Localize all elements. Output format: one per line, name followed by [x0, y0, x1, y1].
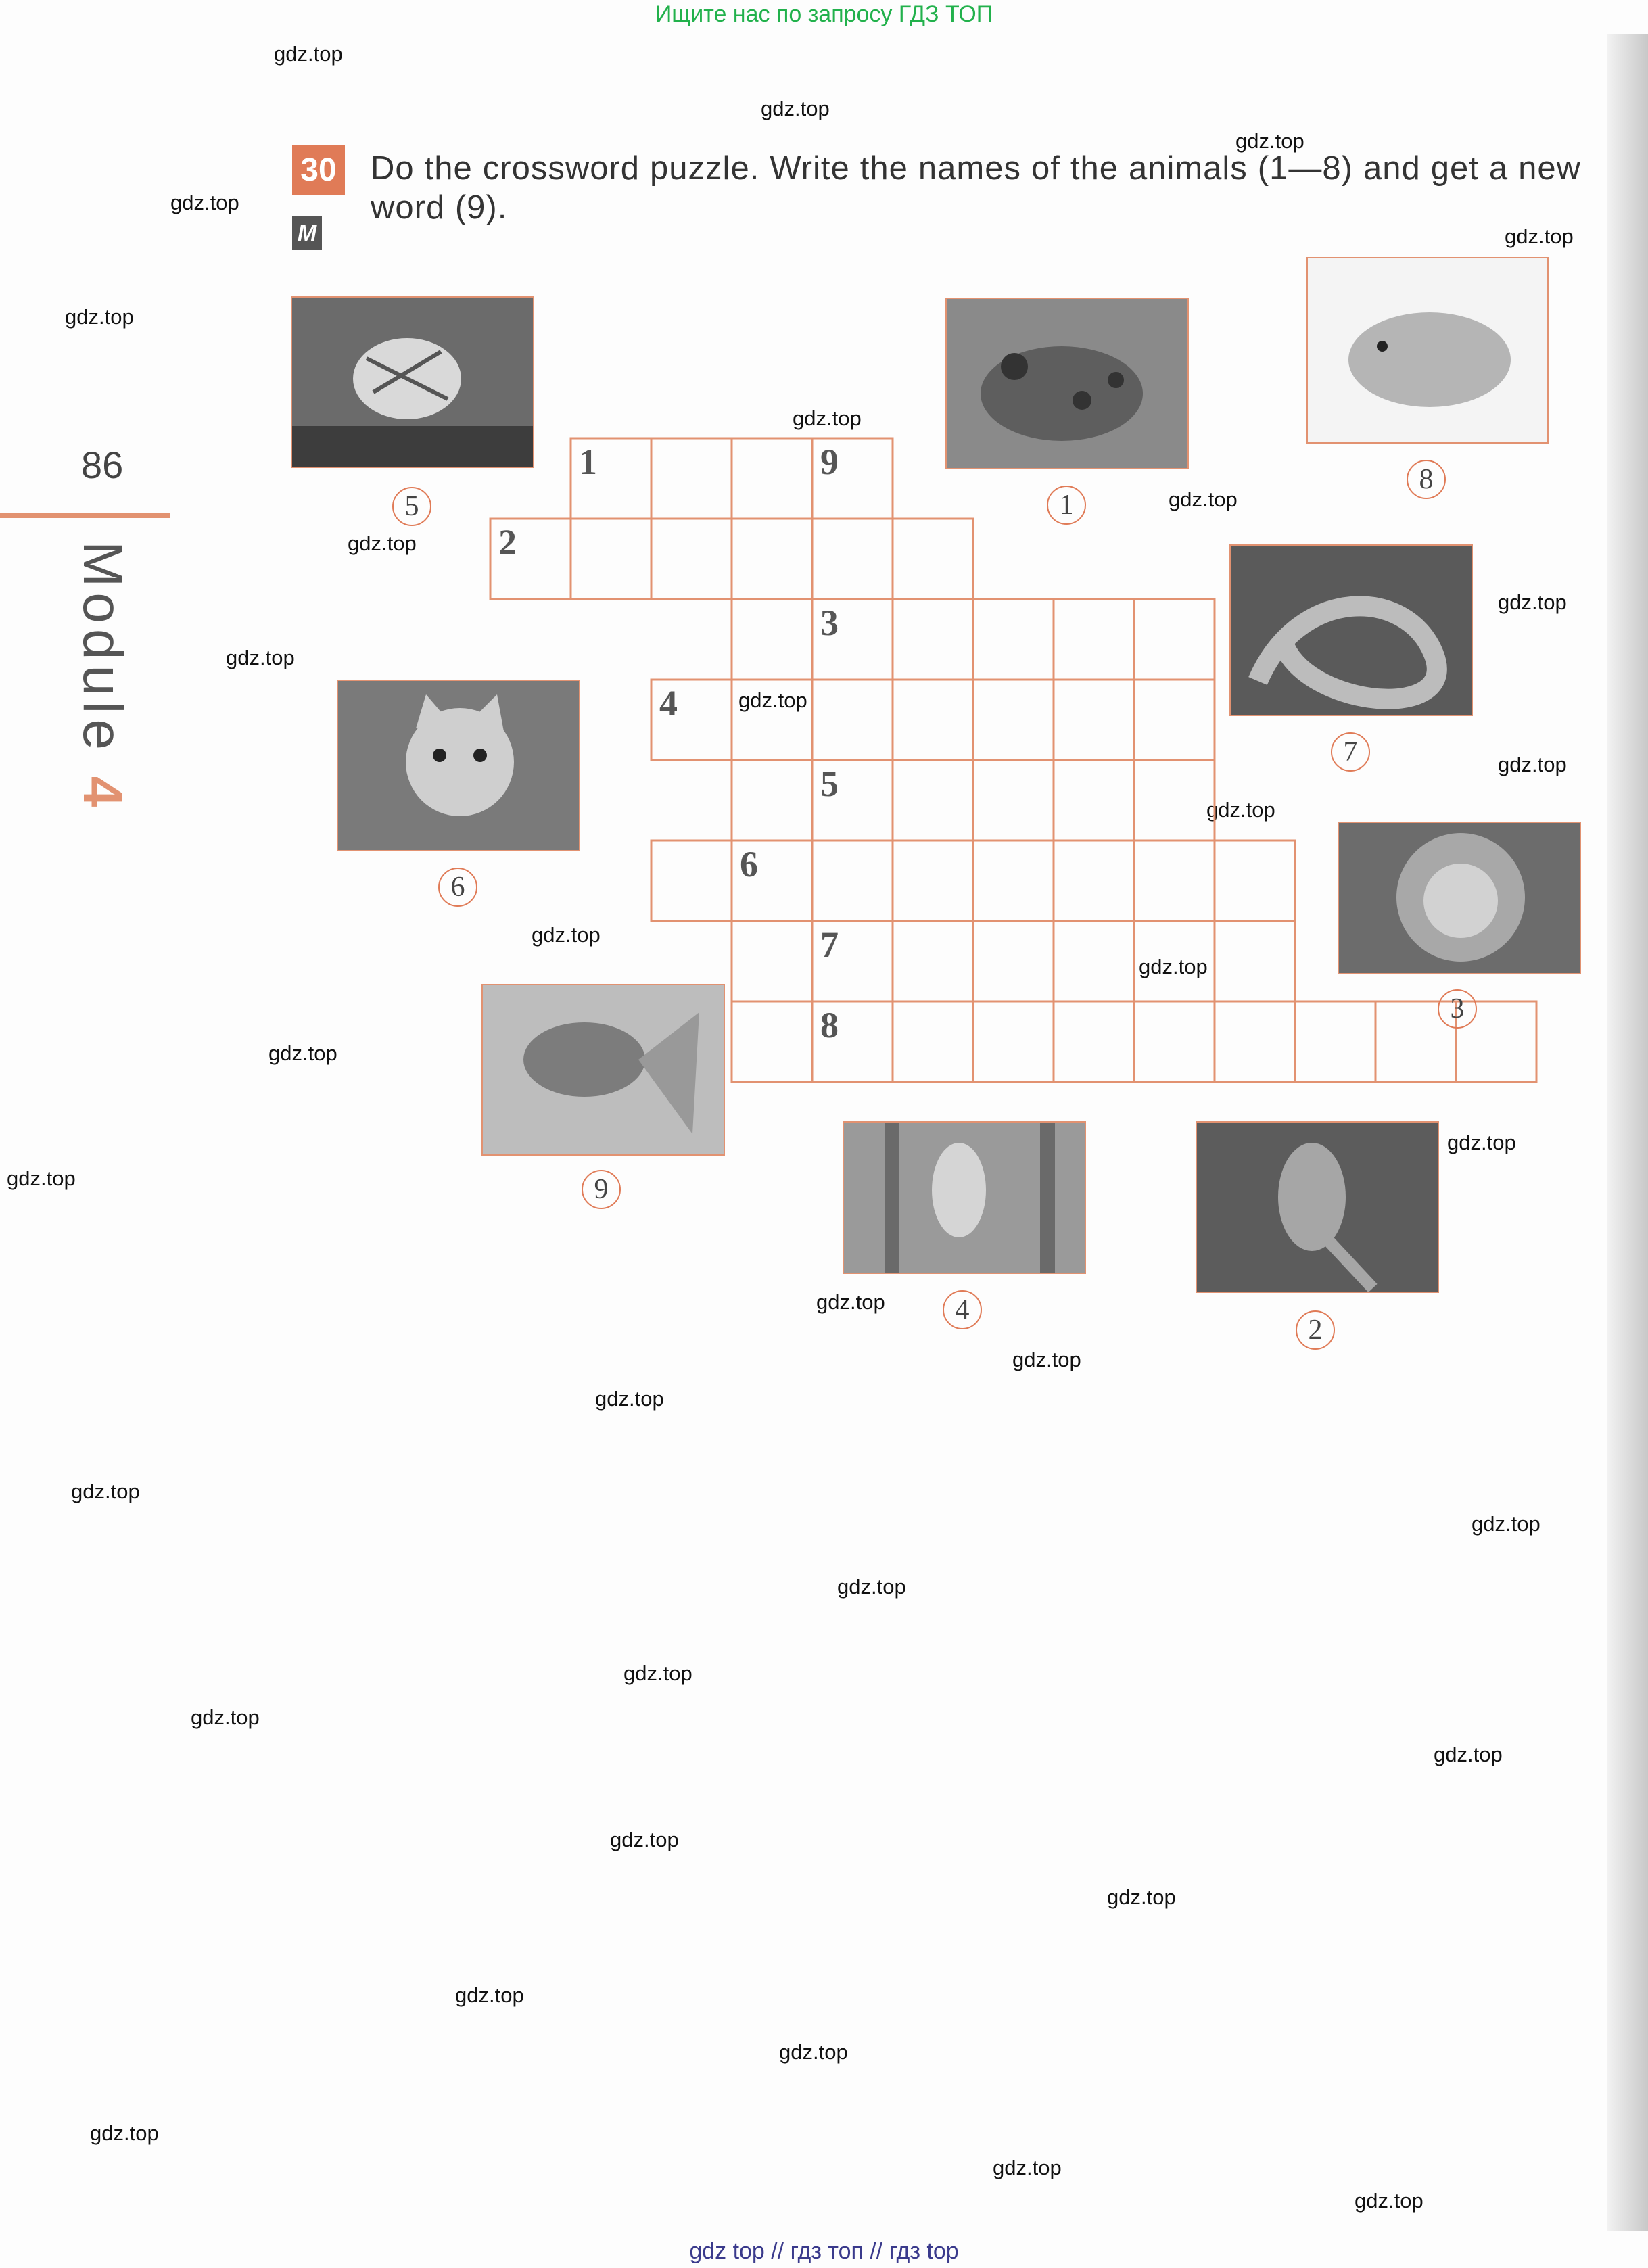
crossword-cell[interactable]	[1134, 841, 1215, 921]
crossword-cell[interactable]	[1134, 760, 1215, 841]
watermark-link[interactable]: gdz.top	[1447, 1131, 1516, 1154]
budgie-icon	[844, 1123, 1085, 1273]
crossword-cell[interactable]	[973, 921, 1054, 1001]
watermark-link[interactable]: gdz.top	[1355, 2189, 1423, 2213]
watermark-link[interactable]: gdz.top	[816, 1290, 885, 1314]
picture-label-9: 9	[582, 1170, 621, 1209]
crossword-cell[interactable]	[1134, 921, 1215, 1001]
m-badge-icon: M	[292, 216, 322, 250]
photo-kitten	[337, 680, 580, 851]
photo-lion	[1338, 822, 1581, 974]
crossword-cell[interactable]	[732, 599, 812, 680]
crossword-cell[interactable]	[1215, 921, 1295, 1001]
picture-label-1: 1	[1047, 486, 1086, 525]
crossword-cell[interactable]	[973, 599, 1054, 680]
watermark-link[interactable]: gdz.top	[837, 1575, 906, 1599]
watermark-link[interactable]: gdz.top	[90, 2121, 159, 2145]
crossword-cell[interactable]	[973, 760, 1054, 841]
picture-label-4: 4	[943, 1290, 982, 1329]
crossword-cell[interactable]	[893, 519, 973, 599]
crossword-clue-number: 1	[579, 442, 597, 482]
watermark-link[interactable]: gdz.top	[993, 2156, 1062, 2179]
watermark-link[interactable]: gdz.top	[595, 1387, 664, 1411]
photo-goldfish	[481, 984, 725, 1156]
crossword-cell[interactable]	[651, 841, 732, 921]
top-banner[interactable]: Ищите нас по запросу ГДЗ ТОП	[655, 1, 993, 27]
watermark-link[interactable]: gdz.top	[1434, 1743, 1503, 1766]
crossword-clue-number: 2	[498, 522, 517, 563]
crossword-cell[interactable]	[1295, 1001, 1375, 1082]
goldfish-icon	[483, 985, 724, 1154]
crossword-cell[interactable]	[571, 519, 651, 599]
crossword-cell[interactable]	[651, 519, 732, 599]
crossword-clue-number: 8	[820, 1005, 839, 1045]
crossword-clue-number: 6	[740, 844, 758, 884]
crossword-cell[interactable]	[973, 841, 1054, 921]
watermark-link[interactable]: gdz.top	[65, 305, 134, 329]
module-word: Module	[72, 541, 133, 755]
watermark-link[interactable]: gdz.top	[71, 1480, 140, 1503]
watermark-link[interactable]: gdz.top	[1206, 798, 1275, 822]
crossword-cell[interactable]	[732, 760, 812, 841]
crossword-cell[interactable]	[732, 680, 812, 760]
hamster-icon	[1308, 258, 1547, 442]
crossword-cell[interactable]	[651, 438, 732, 519]
lion-icon	[1339, 823, 1580, 973]
crossword-cell[interactable]	[732, 438, 812, 519]
crossword-clue-number: 9	[820, 442, 839, 482]
picture-label-3: 3	[1438, 989, 1477, 1029]
crossword-cell[interactable]	[1134, 1001, 1215, 1082]
crossword-clue-number: 7	[820, 924, 839, 965]
parrot-icon	[1197, 1123, 1438, 1292]
watermark-link[interactable]: gdz.top	[793, 406, 862, 430]
watermark-link[interactable]: gdz.top	[170, 191, 239, 214]
crossword-cell[interactable]	[1054, 760, 1134, 841]
crossword-cell[interactable]	[1215, 841, 1295, 921]
crossword-cell[interactable]	[732, 519, 812, 599]
exercise-instruction: Do the crossword puzzle. Write the names of the animals (1—8) and get a new word (9).	[371, 150, 1581, 226]
watermark-link[interactable]: gdz.top	[1505, 225, 1574, 248]
watermark-link[interactable]: gdz.top	[532, 923, 601, 947]
crossword-cell[interactable]	[893, 760, 973, 841]
watermark-link[interactable]: gdz.top	[1498, 590, 1567, 614]
watermark-link[interactable]: gdz.top	[761, 97, 830, 120]
bottom-banner[interactable]: gdz top // гдз топ // гдз top	[689, 2238, 959, 2264]
butterfly-fish-icon	[292, 298, 533, 467]
crossword-cell[interactable]	[1134, 680, 1215, 760]
picture-label-5: 5	[392, 487, 431, 526]
watermark-link[interactable]: gdz.top	[610, 1828, 679, 1851]
picture-label-7: 7	[1331, 732, 1370, 772]
crossword-cell[interactable]	[1215, 1001, 1295, 1082]
crossword-clue-number: 3	[820, 603, 839, 643]
watermark-link[interactable]: gdz.top	[738, 688, 807, 712]
crossword-cell[interactable]	[893, 841, 973, 921]
photo-hamster	[1306, 257, 1549, 444]
crossword-clue-number: 5	[820, 763, 839, 804]
photo-snake	[1229, 544, 1473, 716]
crossword-cell[interactable]	[1134, 599, 1215, 680]
watermark-link[interactable]: gdz.top	[1012, 1348, 1081, 1371]
crossword-cell[interactable]	[893, 1001, 973, 1082]
watermark-link[interactable]: gdz.top	[1472, 1512, 1540, 1536]
watermark-link[interactable]: gdz.top	[1107, 1885, 1176, 1909]
crossword-cell[interactable]	[732, 921, 812, 1001]
picture-label-2: 2	[1296, 1310, 1335, 1350]
crossword-cell[interactable]	[893, 599, 973, 680]
watermark-link[interactable]: gdz.top	[268, 1041, 337, 1065]
photo-frog	[945, 298, 1189, 469]
page-number: 86	[81, 444, 124, 486]
crossword-cell[interactable]	[732, 1001, 812, 1082]
watermark-link[interactable]: gdz.top	[1235, 129, 1304, 153]
crossword-cell[interactable]	[1054, 680, 1134, 760]
frog-icon	[947, 299, 1187, 468]
watermark-link[interactable]: gdz.top	[455, 1983, 524, 2007]
crossword-cell[interactable]	[973, 1001, 1054, 1082]
crossword-cell[interactable]	[1054, 1001, 1134, 1082]
crossword-cell[interactable]	[812, 519, 893, 599]
watermark-link[interactable]: gdz.top	[779, 2040, 848, 2064]
watermark-link[interactable]: gdz.top	[7, 1166, 76, 1190]
picture-label-6: 6	[438, 868, 477, 907]
photo-butterfly-fish	[291, 296, 534, 468]
watermark-link[interactable]: gdz.top	[191, 1705, 260, 1729]
module-number: 4	[72, 776, 133, 813]
watermark-link[interactable]: gdz.top	[226, 646, 295, 669]
watermark-link[interactable]: gdz.top	[348, 531, 417, 555]
crossword-cell[interactable]	[1054, 599, 1134, 680]
crossword-cell[interactable]	[1054, 841, 1134, 921]
crossword-cell[interactable]	[893, 921, 973, 1001]
snake-icon	[1231, 546, 1472, 715]
watermark-link[interactable]: gdz.top	[1169, 488, 1238, 511]
crossword-cell[interactable]	[812, 841, 893, 921]
crossword-cell[interactable]	[1054, 921, 1134, 1001]
crossword-cell[interactable]	[973, 680, 1054, 760]
watermark-link[interactable]: gdz.top	[274, 42, 343, 66]
watermark-link[interactable]: gdz.top	[623, 1661, 692, 1685]
crossword-clue-number: 4	[659, 683, 678, 724]
picture-label-8: 8	[1407, 460, 1446, 499]
photo-budgie	[843, 1121, 1086, 1274]
crossword-cell[interactable]	[812, 680, 893, 760]
kitten-icon	[338, 681, 579, 850]
crossword-cell[interactable]	[893, 680, 973, 760]
photo-parrot	[1196, 1121, 1439, 1293]
watermark-link[interactable]: gdz.top	[1498, 753, 1567, 776]
watermark-link[interactable]: gdz.top	[1139, 955, 1208, 978]
exercise-number-badge: 30	[292, 145, 345, 195]
